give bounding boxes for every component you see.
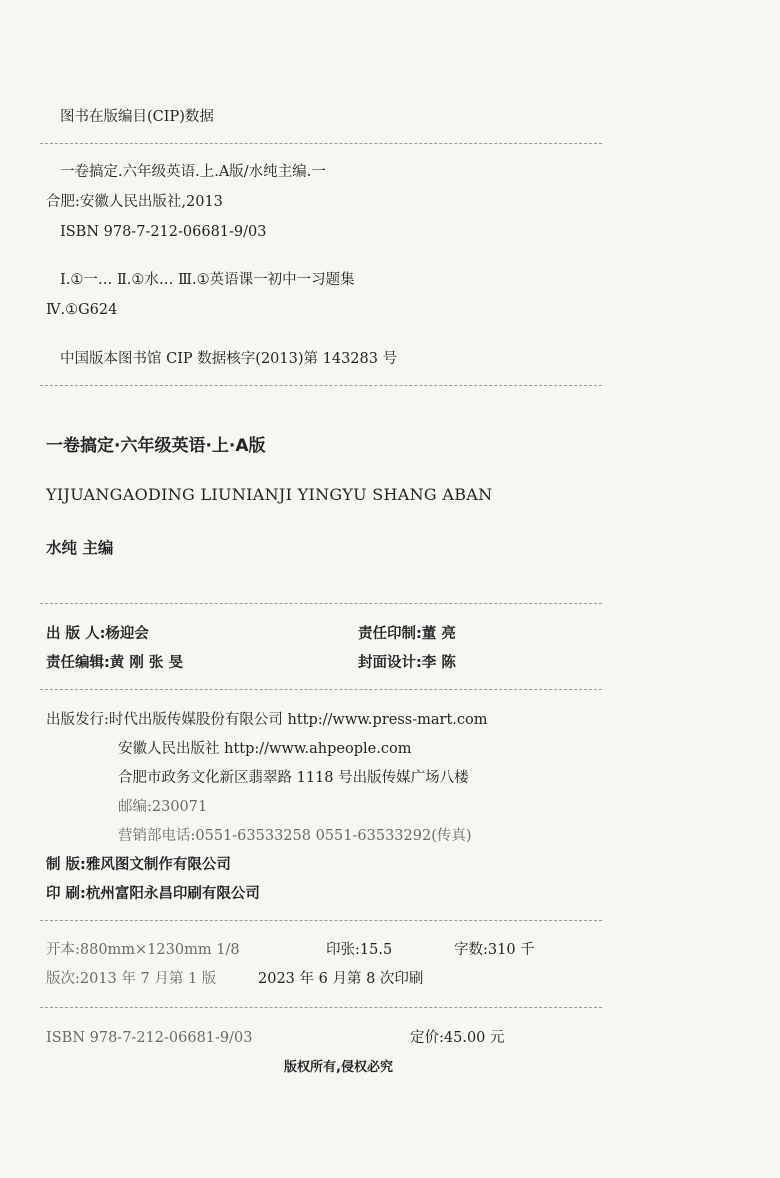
plate-maker: 制 版:雅风图文制作有限公司 [46,857,231,873]
cip-class-2: Ⅳ.①G624 [46,302,118,318]
divider [40,1007,602,1008]
chief-editor: 水纯 主编 [46,539,114,557]
word-count: 字数:310 千 [454,942,535,958]
edition: 版次:2013 年 7 月第 1 版 [46,971,217,987]
book-title: 一卷搞定·六年级英语·上·A版 [46,436,266,456]
format-spec: 开本:880mm×1230mm 1/8 [46,942,240,958]
divider [40,920,602,921]
price: 定价:45.00 元 [410,1030,505,1046]
publisher-address: 合肥市政务文化新区翡翠路 1118 号出版传媒广场八楼 [118,770,469,786]
cover-designer: 封面设计:李 陈 [358,655,456,671]
printing-run: 2023 年 6 月第 8 次印刷 [258,971,424,987]
printer: 印 刷:杭州富阳永昌印刷有限公司 [46,886,260,902]
cip-class-1: Ⅰ.①一… Ⅱ.①水… Ⅲ.①英语课一初中一习题集 [60,272,355,288]
divider [40,689,602,690]
publisher-person: 出 版 人:杨迎会 [46,626,149,642]
postcode: 邮编:230071 [118,799,208,815]
book-pinyin: YIJUANGAODING LIUNIANJI YINGYU SHANG ABAN [46,485,493,504]
printed-sheets: 印张:15.5 [326,942,393,958]
cip-line-1: 一卷搞定.六年级英语.上.A版/水纯主编.一 [60,164,326,180]
cip-heading: 图书在版编目(CIP)数据 [60,109,214,125]
print-manager: 责任印制:董 亮 [358,626,456,642]
cip-isbn: ISBN 978-7-212-06681-9/03 [60,224,267,240]
copyright-notice: 版权所有,侵权必究 [284,1060,393,1075]
sales-phone: 营销部电话:0551-63533258 0551-63533292(传真) [118,828,472,844]
distribution-line-1: 出版发行:时代出版传媒股份有限公司 http://www.press-mart.com [46,712,488,728]
cip-line-2: 合肥:安徽人民出版社,2013 [46,194,223,210]
isbn-bottom: ISBN 978-7-212-06681-9/03 [46,1030,253,1046]
cip-verify-number: 中国版本图书馆 CIP 数据核字(2013)第 143283 号 [60,351,398,367]
distribution-line-2: 安徽人民出版社 http://www.ahpeople.com [118,741,412,757]
divider [40,143,602,144]
editor-in-charge: 责任编辑:黄 刚 张 旻 [46,655,183,671]
divider [40,385,602,386]
divider [40,603,602,604]
